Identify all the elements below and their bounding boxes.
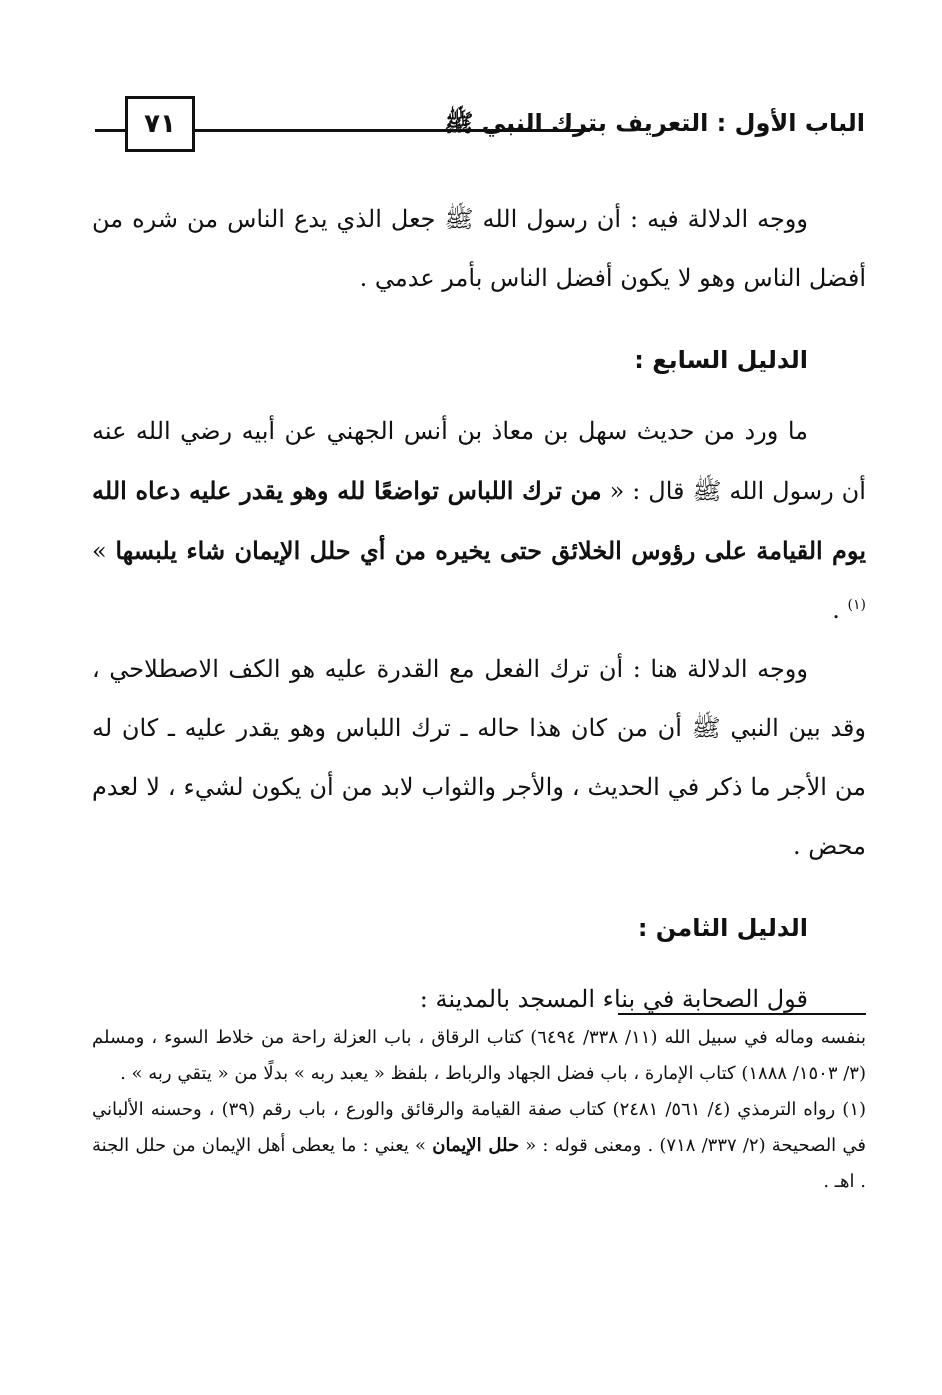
paragraph-4: قول الصحابة في بناء المسجد بالمدينة :: [419, 985, 808, 1013]
footnotes: [92, 1020, 866, 1200]
running-title: الباب الأول : التعريف بترك النبي ﷺ: [444, 109, 865, 137]
main-text: [92, 190, 866, 1029]
quote-close: »: [92, 537, 107, 565]
footnote-separator: [618, 1013, 866, 1015]
header-rule-left: [95, 129, 125, 132]
paragraph-2: [92, 402, 866, 640]
footnote-continued: بنفسه وماله في سبيل الله (١١/ ٣٣٨/ ٦٤٩٤) كتاب الرقاق ، باب العزلة راحة من خلاط السوء ، ومسلم (٣/ ١٥٠٣/ ١٨٨٨) كتاب الإمارة ، باب فضل الجهاد والرباط ، بلفظ « يعبد ربه » بدلًا من « يتقي ربه » .: [92, 1027, 866, 1084]
footnote-1-a: (١) رواه الترمذي (٤/ ٥٦١/ ٢٤٨١) كتاب صفة القيامة والرقائق والورع ، باب رقم (٣٩) ، وحسنه الألباني في الصحيحة (٢/ ٣٣٧/ ٧١٨) . ومعنى قوله : «: [92, 1099, 867, 1156]
page-number: ٧١: [125, 96, 195, 152]
heading-evidence-seven: الدليل السابع :: [634, 346, 808, 374]
paragraph-2-intro: ما ورد من حديث سهل بن معاذ بن أنس الجهني عن أبيه رضي الله عنه أن رسول الله ﷺ قال : «: [92, 417, 866, 505]
footnote-1-b: » يعني : ما يعطى أهل الإيمان من حلل الجنة . اهـ .: [92, 1135, 866, 1192]
paragraph-1: ووجه الدلالة فيه : أن رسول الله ﷺ جعل الذي يدع الناس من شره من أفضل الناس وهو لا يكون أفضل الناس بأمر عدمي .: [92, 205, 866, 292]
paragraph-2-end: .: [832, 596, 840, 624]
footnote-ref: (١): [847, 597, 866, 613]
paragraph-3: ووجه الدلالة هنا : أن ترك الفعل مع القدرة عليه هو الكف الاصطلاحي ، وقد بين النبي ﷺ أن من كان هذا حاله ـ ترك اللباس وهو يقدر عليه ـ كان له من الأجر ما ذكر في الحديث ، والأجر والثواب لابد من أن يكون لشيء ، لا لعدم محض .: [92, 655, 866, 860]
hadith-text: من ترك اللباس تواضعًا لله وهو يقدر عليه دعاه الله يوم القيامة على رؤوس الخلائق حتى يخيره من أي حلل الإيمان شاء يلبسها: [92, 476, 866, 565]
footnote-1-term: حلل الإيمان: [432, 1135, 520, 1156]
footnote-1: [92, 1092, 866, 1200]
page-header: [95, 96, 865, 160]
heading-evidence-eight: الدليل الثامن :: [637, 914, 808, 942]
